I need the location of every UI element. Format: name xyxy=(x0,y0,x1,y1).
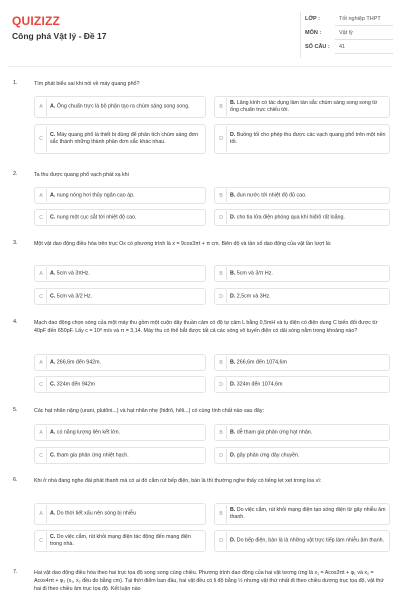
option-key: A. xyxy=(50,192,56,198)
meta-label: MÔN : xyxy=(305,30,322,36)
option-c[interactable] xyxy=(34,124,206,154)
option-key: A. xyxy=(50,270,56,276)
meta-value: 41 xyxy=(339,44,346,50)
question-number: 1. xyxy=(13,80,18,86)
option-body: dễ tham gia phản ứng hạt nhân. xyxy=(236,429,313,435)
option-c[interactable] xyxy=(34,209,206,226)
option-text xyxy=(230,192,386,199)
option-text xyxy=(230,538,386,545)
option-text xyxy=(230,429,386,436)
question-text: Ta thu được quang phổ vạch phát xạ khi xyxy=(34,172,129,178)
option-letter: C xyxy=(36,290,47,303)
question-number: 2. xyxy=(13,171,18,177)
option-letter: C xyxy=(36,211,47,224)
meta-underline xyxy=(335,25,393,26)
question-number: 5. xyxy=(13,407,18,413)
option-key: C. xyxy=(50,381,56,387)
option-d[interactable] xyxy=(214,288,390,305)
option-text xyxy=(50,511,202,518)
option-text xyxy=(230,132,386,146)
option-letter: D xyxy=(216,449,227,462)
option-key: C. xyxy=(50,452,56,458)
option-key: A. xyxy=(50,359,56,365)
option-c[interactable] xyxy=(34,376,206,393)
option-letter: D xyxy=(216,126,227,152)
question-number: 7. xyxy=(13,569,18,575)
option-key: A. xyxy=(50,510,56,517)
option-key: C. xyxy=(50,534,56,540)
question-text: Một vật dao động điều hòa trên trục Ox có phương trình là x = 9cos3πt + π cm. Biên độ và tần số dao động của vật lần lượt là: xyxy=(34,241,332,247)
question-text: Tìm phát biểu sai khi nói về máy quang phổ? xyxy=(34,81,140,87)
option-body: Ống chuẩn trực là bộ phận tạo ra chùm sáng song song. xyxy=(56,103,190,110)
option-letter: C xyxy=(36,378,47,391)
option-text xyxy=(230,507,386,521)
option-body: có năng lượng liên kết lớn. xyxy=(56,429,121,435)
option-a[interactable] xyxy=(34,354,206,371)
option-key: B. xyxy=(230,270,236,276)
meta-underline xyxy=(335,39,393,40)
option-key: D. xyxy=(230,381,236,387)
option-a[interactable] xyxy=(34,265,206,282)
option-letter: D xyxy=(216,378,227,391)
question-text: Mạch dao động chọn sóng của một máy thu gồm một cuộn dây thuần cảm có độ tự cảm L bằng 0,5mH và tụ điện có điện dung C biến đổi được từ 40pF đến 650pF. Lấy c = 10⁸ m/s và π = 3,14. Máy thu có thể bắt được tất cả các sóng vô tuyến điện có dải sóng nằm trong khoảng nào? xyxy=(34,320,378,334)
option-letter: B xyxy=(216,98,227,116)
option-a[interactable] xyxy=(34,424,206,441)
option-b[interactable] xyxy=(214,96,390,118)
header-divider xyxy=(8,66,392,67)
option-text xyxy=(50,452,202,459)
option-key: D. xyxy=(230,214,236,220)
option-body: đun nước tới nhiệt độ đủ cao. xyxy=(236,192,307,198)
meta-label: LỚP : xyxy=(305,16,320,22)
page-header xyxy=(0,0,400,66)
option-letter: C xyxy=(36,449,47,462)
option-c[interactable] xyxy=(34,288,206,305)
option-key: C. xyxy=(50,293,56,299)
question-number: 3. xyxy=(13,240,18,246)
option-body: nung nóng hơi thủy ngân cao áp. xyxy=(56,192,135,198)
option-d[interactable] xyxy=(214,530,390,552)
option-key: B. xyxy=(230,507,236,513)
option-text xyxy=(230,270,386,277)
option-letter: B xyxy=(216,426,227,439)
option-d[interactable] xyxy=(214,376,390,393)
option-body: Máy quang phổ là thiết bị dùng để phân tích chùm sáng đơn sắc thành những thành phần đơn sắc khác nhau. xyxy=(50,132,199,145)
option-body: 5cm và 3/2 Hz. xyxy=(56,293,93,299)
option-key: D. xyxy=(230,293,236,299)
meta-label: SỐ CÂU : xyxy=(305,44,330,50)
option-letter: A xyxy=(36,267,47,280)
option-body: 324m đến 1074,6m xyxy=(236,381,283,387)
question-number: 6. xyxy=(13,477,18,483)
option-text xyxy=(50,214,202,221)
option-text xyxy=(50,192,202,199)
option-body: tham gia phản ứng nhiệt hạch. xyxy=(56,452,129,458)
option-body: nung một cục sắt tới nhiệt độ cao. xyxy=(56,214,137,220)
option-text xyxy=(50,104,202,111)
option-a[interactable] xyxy=(34,187,206,204)
option-body: 5cm và 3πHz. xyxy=(56,270,90,276)
option-body: gây phản ứng dây chuyền. xyxy=(236,452,300,458)
option-c[interactable] xyxy=(34,447,206,464)
option-text xyxy=(50,534,202,548)
option-d[interactable] xyxy=(214,209,390,226)
option-d[interactable] xyxy=(214,447,390,464)
option-key: C. xyxy=(50,214,56,220)
option-body: Do bếp điện, bàn là là những vật trực tiếp làm nhiễu âm thanh. xyxy=(236,537,385,544)
option-body: 5cm và 3/π Hz. xyxy=(236,270,273,276)
option-b[interactable] xyxy=(214,354,390,371)
question-number: 4. xyxy=(13,319,18,325)
meta-value: Tốt nghiệp THPT xyxy=(339,16,381,22)
option-letter: A xyxy=(36,356,47,369)
option-letter: D xyxy=(216,532,227,550)
option-a[interactable] xyxy=(34,503,206,525)
option-text xyxy=(230,293,386,300)
option-letter: B xyxy=(216,505,227,523)
option-c[interactable] xyxy=(34,530,206,552)
option-body: 266,6m đến 942m. xyxy=(56,359,101,365)
option-text xyxy=(230,381,386,388)
option-key: B. xyxy=(230,100,236,106)
option-body: Do thời tiết xấu nên sóng bị nhiễu xyxy=(56,510,136,517)
quizizz-logo: QUIZIZZ xyxy=(12,14,61,28)
option-body: Do việc cắm, rút khỏi mạng điện tác động đến mạng điện trong nhà. xyxy=(50,534,191,547)
option-body: Lăng kính có tác dụng làm tán sắc chùm sáng song song từ ống chuẩn trực chiếu tới. xyxy=(230,100,378,113)
option-key: B. xyxy=(230,429,236,435)
option-b[interactable] xyxy=(214,265,390,282)
option-key: D. xyxy=(230,452,236,458)
document-title: Công phá Vật lý - Đề 17 xyxy=(12,31,107,41)
option-body: 324m đến 942m xyxy=(56,381,96,387)
option-letter: A xyxy=(36,98,47,116)
option-key: D. xyxy=(230,537,236,544)
option-letter: A xyxy=(36,189,47,202)
option-a[interactable] xyxy=(34,96,206,118)
option-letter: A xyxy=(36,505,47,523)
option-text xyxy=(50,381,202,388)
question-text: Hai vật dao động điều hòa theo hai trục tọa độ song song cùng chiều. Phương trình dao động của hai vật tương ứng là x₁ = Acos3πt + φ₁ và x₂ = Acos4πt + φ₂ (x₁, x₂ đều đo bằng cm). Tại thời điểm ban đầu, hai vật đều có li độ bằng ½ nhưng vật thứ nhất đi theo chiều dương trục tọa độ, vật thứ hai đi theo chiều âm trục tọa độ. Kết luận nào xyxy=(34,570,384,592)
option-body: 2,5cm và 3Hz. xyxy=(236,293,271,299)
option-text xyxy=(50,270,202,277)
option-letter: B xyxy=(216,189,227,202)
option-key: A. xyxy=(50,103,56,110)
option-key: C. xyxy=(50,132,56,138)
option-d[interactable] xyxy=(214,124,390,154)
meta-underline xyxy=(335,53,393,54)
question-text: Các hạt nhân nặng (urani, plutôni...) và hạt nhân nhẹ (hiđrô, hêli...) có cùng tính chất nào sau đây: xyxy=(34,408,264,414)
option-key: D. xyxy=(230,132,236,138)
option-text xyxy=(230,452,386,459)
meta-box xyxy=(300,12,393,58)
option-letter: B xyxy=(216,356,227,369)
option-letter: D xyxy=(216,211,227,224)
option-letter: C xyxy=(36,126,47,152)
option-text xyxy=(50,132,202,146)
option-b[interactable] xyxy=(214,424,390,441)
option-text xyxy=(230,214,386,221)
option-letter: D xyxy=(216,290,227,303)
option-b[interactable] xyxy=(214,187,390,204)
option-key: B. xyxy=(230,359,236,365)
option-text xyxy=(50,359,202,366)
option-text xyxy=(50,429,202,436)
option-key: A. xyxy=(50,429,56,435)
option-letter: B xyxy=(216,267,227,280)
option-key: B. xyxy=(230,192,236,198)
option-text xyxy=(50,293,202,300)
option-letter: A xyxy=(36,426,47,439)
option-body: 266,6m đến 1074,6m xyxy=(236,359,287,365)
option-body: cho tia lửa điện phóng qua khí hiđrô rất loãng. xyxy=(236,214,345,220)
option-body: Buồng tối cho phép thu được các vạch quang phổ trên một nền tối. xyxy=(230,132,386,145)
option-body: Do việc cắm, rút khỏi mạng điện tạo sóng điện từ gây nhiễu âm thanh. xyxy=(230,507,386,520)
meta-value: Vật lý xyxy=(339,30,353,36)
option-text xyxy=(230,359,386,366)
question-text: Khi ở nhà đang nghe đài phát thanh mà có ai đó cắm rút bếp điện, bàn là thì thường nghe thấy có tiếng lẹt xẹt trong loa vì: xyxy=(34,478,322,484)
option-b[interactable] xyxy=(214,503,390,525)
option-text xyxy=(230,100,386,114)
option-letter: C xyxy=(36,532,47,550)
